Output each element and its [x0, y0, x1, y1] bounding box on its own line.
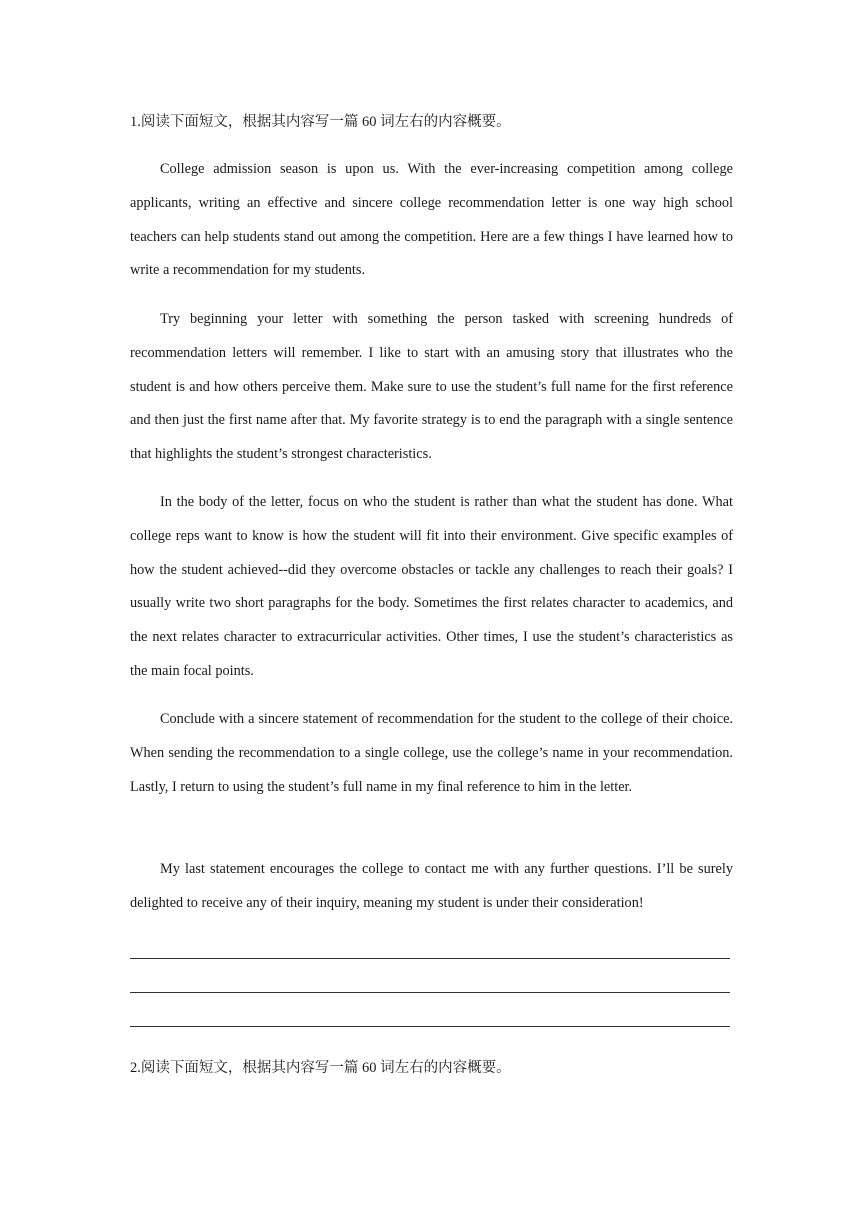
- question-2-heading: 2.阅读下面短文，根据其内容写一篇 60 词左右的内容概要。: [130, 1060, 511, 1076]
- passage-paragraph-1: College admission season is upon us. With the ever-increasing competition among college applicants, writing an effective and sincere college recommendation letter is one way high school teachers can help students stand out among the competition. Here are a few things I have learned how to write a recommendation for my students.: [130, 161, 733, 279]
- passage-paragraph-2: Try beginning your letter with something the person tasked with screening hundreds of recommendation letters will remember. I like to start with an amusing story that illustrates who the student is and how others perceive them. Make sure to use the student’s full name for the first reference and then just the first name after that. My favorite strategy is to end the paragraph with a single sentence that highlights the student’s strongest characteristics.: [130, 311, 733, 463]
- answer-line[interactable]: [130, 1026, 730, 1027]
- passage-paragraph-3: In the body of the letter, focus on who the student is rather than what the student has done. What college reps want to know is how the student will fit into their environment. Give specific examples of how the student achieved--did they overcome obstacles or tackle any challenges to reach their goals? I usually write two short paragraphs for the body. Sometimes the first relates character to academics, and the next relates character to extracurricular activities. Other times, I use the student’s characteristics as the main focal points.: [130, 494, 733, 679]
- passage-paragraph-4: Conclude with a sincere statement of recommendation for the student to the college of their choice. When sending the recommendation to a single college, use the college’s name in your recommendation. Lastly, I return to using the student’s full name in my final reference to him in the letter.: [130, 711, 733, 795]
- passage-paragraph-5: My last statement encourages the college to contact me with any further questions. I’ll be surely delighted to receive any of their inquiry, meaning my student is under their consideration!: [130, 861, 733, 911]
- question-1-heading: 1.阅读下面短文，根据其内容写一篇 60 词左右的内容概要。: [130, 114, 511, 130]
- answer-line[interactable]: [130, 958, 730, 959]
- answer-line[interactable]: [130, 992, 730, 993]
